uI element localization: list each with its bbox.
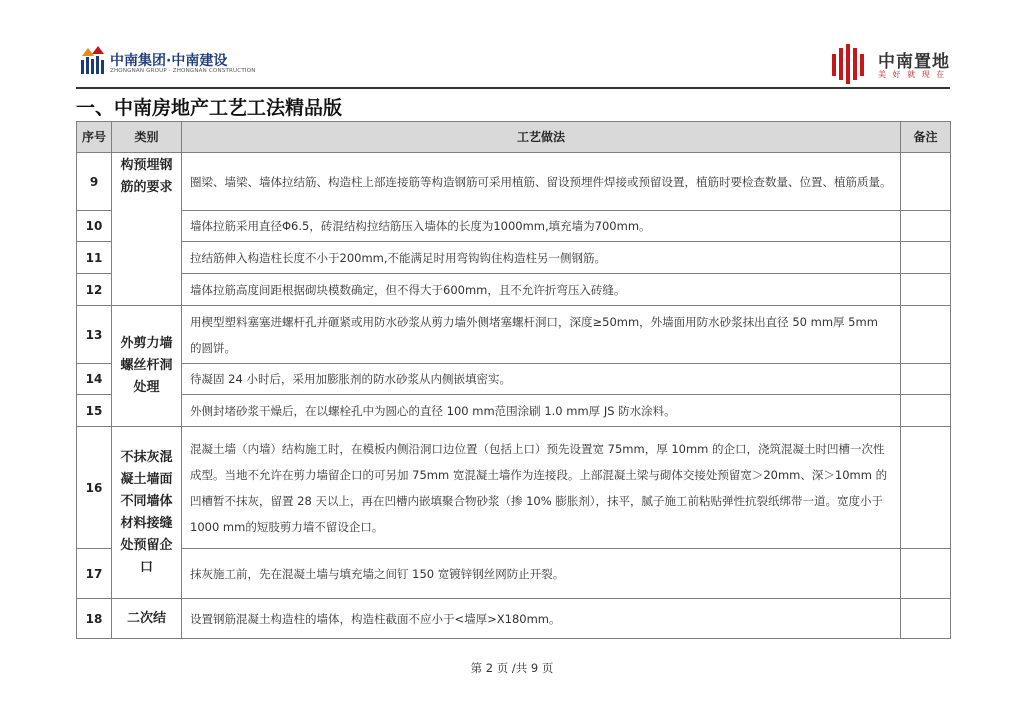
table-row — [77, 549, 951, 599]
row-number: 18 — [77, 599, 112, 639]
method-cell: 抹灰施工前，先在混凝土墙与填充墙之间钉 150 宽镀锌钢丝网防止开裂。 — [182, 549, 901, 599]
header-divider — [76, 87, 950, 89]
column-header-method: 工艺做法 — [182, 122, 901, 153]
note-cell — [901, 153, 951, 211]
category-cell: 外剪力墙螺丝杆洞处理 — [112, 306, 182, 427]
row-number: 11 — [77, 242, 112, 274]
row-number: 15 — [77, 395, 112, 427]
method-cell: 墙体拉筋采用直径Φ6.5，砖混结构拉结筋压入墙体的长度为1000mm,填充墙为700mm。 — [182, 211, 901, 242]
method-cell: 拉结筋伸入构造柱长度不小于200mm,不能满足时用弯钩钩住构造柱另一侧钢筋。 — [182, 242, 901, 274]
table-row — [77, 364, 951, 395]
table-row — [77, 211, 951, 242]
column-header-note: 备注 — [901, 122, 951, 153]
note-cell — [901, 364, 951, 395]
row-number: 14 — [77, 364, 112, 395]
zhongnan-land-emblem-icon — [830, 44, 872, 84]
page-footer: 第 2 页 /共 9 页 — [470, 661, 554, 675]
zhongnan-group-emblem-icon — [78, 44, 110, 78]
note-cell — [901, 274, 951, 306]
table-row — [77, 153, 951, 211]
category-cell: 二次结 — [112, 599, 182, 639]
table-row — [77, 306, 951, 364]
zhongnan-group-logo — [78, 44, 258, 80]
table-row — [77, 395, 951, 427]
table-row — [77, 427, 951, 549]
row-number: 10 — [77, 211, 112, 242]
row-number: 12 — [77, 274, 112, 306]
method-cell: 圈梁、墙梁、墙体拉结筋、构造柱上部连接筋等构造钢筋可采用植筋、留设预埋件焊接或预留设置，植筋时要检查数量、位置、植筋质量。 — [182, 153, 901, 211]
note-cell — [901, 306, 951, 364]
table-row — [77, 274, 951, 306]
method-cell: 待凝固 24 小时后，采用加膨胀剂的防水砂浆从内侧嵌填密实。 — [182, 364, 901, 395]
zhongnan-land-logo — [830, 44, 960, 84]
right-logo-text: 中南置地 — [878, 52, 950, 72]
method-cell: 混凝土墙（内墙）结构施工时，在模板内侧沿洞口边位置（包括上口）预先设置宽 75mm，厚 10mm 的企口，浇筑混凝土时凹槽一次性成型。当地不允许在剪力墙留企口的可另加 75mm 宽混凝土墙作为连接段。上部混凝土梁与砌体交接处预留宽＞20mm、深＞10mm 的凹槽暂不抹灰，留置 28 天以上，再在凹槽内嵌填聚合物砂浆（掺 10% 膨胀剂），抹平，腻子施工前粘贴弹性抗裂纸绑带一道。宽度小于 1000 mm的短肢剪力墙不留设企口。 — [182, 427, 901, 549]
method-cell: 设置钢筋混凝土构造柱的墙体，构造柱截面不应小于<墙厚>X180mm。 — [182, 599, 901, 639]
note-cell — [901, 211, 951, 242]
table-row — [77, 242, 951, 274]
table-row — [77, 599, 951, 639]
note-cell — [901, 549, 951, 599]
note-cell — [901, 242, 951, 274]
row-number: 16 — [77, 427, 112, 549]
method-cell: 外侧封堵砂浆干燥后，在以螺栓孔中为圆心的直径 100 mm范围涂刷 1.0 mm厚 JS 防水涂料。 — [182, 395, 901, 427]
row-number: 9 — [77, 153, 112, 211]
section-title: 一、中南房地产工艺工法精品版 — [76, 97, 343, 119]
row-number: 17 — [77, 549, 112, 599]
column-header-no: 序号 — [77, 122, 112, 153]
note-cell — [901, 599, 951, 639]
method-cell: 墙体拉筋高度间距根据砌块模数确定，但不得大于600mm，且不允许折弯压入砖缝。 — [182, 274, 901, 306]
craft-method-table — [76, 121, 951, 639]
left-logo-text: 中南集团·中南建设 — [110, 53, 228, 69]
table-header-row — [77, 122, 951, 153]
note-cell — [901, 427, 951, 549]
category-cell: 构预埋钢筋的要求 — [112, 153, 182, 306]
column-header-category: 类别 — [112, 122, 182, 153]
right-logo-slogan: 美 好 就 现 在 — [878, 70, 947, 79]
row-number: 13 — [77, 306, 112, 364]
note-cell — [901, 395, 951, 427]
left-logo-subtext: ZHONGNAN GROUP · ZHONGNAN CONSTRUCTION — [110, 68, 256, 74]
category-cell: 不抹灰混凝土墙面不同墙体材料接缝处预留企口 — [112, 427, 182, 599]
method-cell: 用楔型塑料塞塞进螺杆孔并砸紧或用防水砂浆从剪力墙外侧堵塞螺杆洞口，深度≥50mm，外墙面用防水砂浆抹出直径 50 mm厚 5mm 的圆饼。 — [182, 306, 901, 364]
